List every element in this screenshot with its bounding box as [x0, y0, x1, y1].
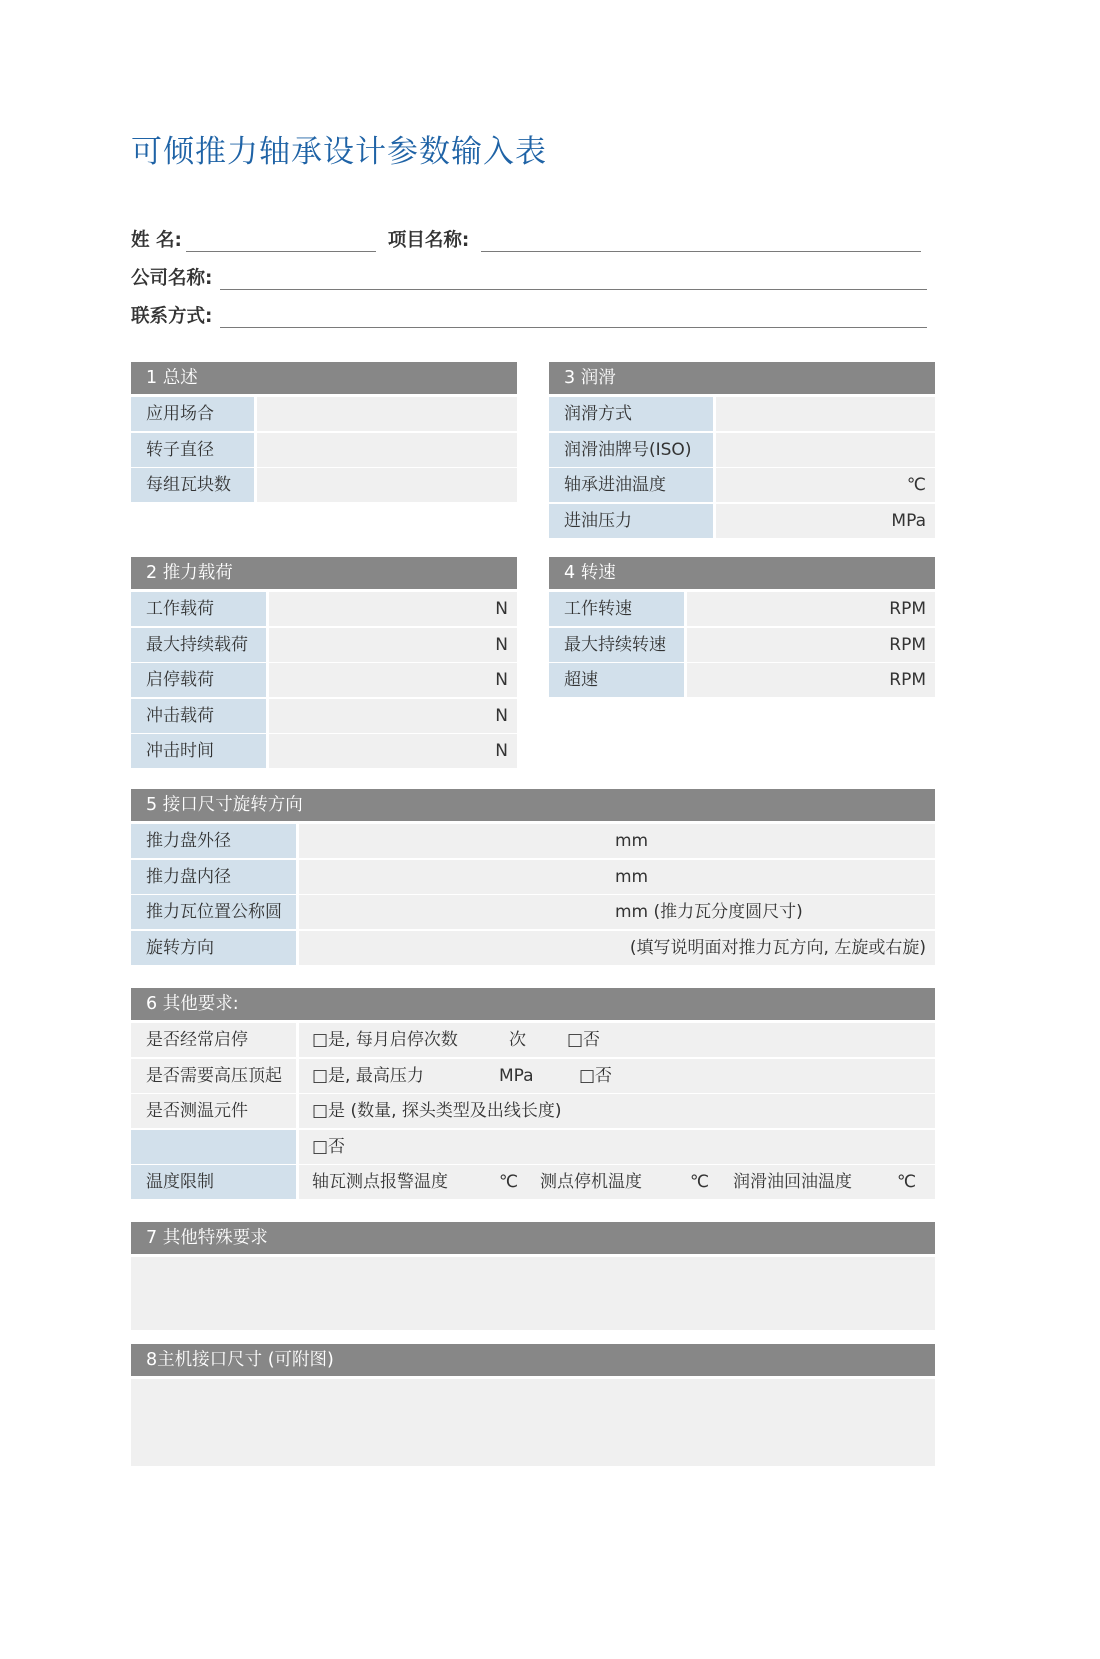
row-value-field[interactable]: N [269, 592, 517, 626]
table-row [131, 1130, 935, 1164]
name-row [131, 226, 921, 252]
row-label: 冲击时间 [131, 734, 269, 768]
project-field[interactable] [481, 230, 921, 252]
table-row [131, 734, 517, 768]
company-field[interactable] [220, 268, 927, 290]
row-label: 最大持续转速 [549, 628, 687, 662]
row-label-empty [131, 1130, 299, 1164]
page-title: 可倾推力轴承设计参数输入表 [131, 134, 547, 170]
table-row [549, 468, 935, 502]
unit-text: ℃ [897, 1172, 917, 1192]
special-requirements-field[interactable] [131, 1257, 935, 1330]
name-label: 姓 名: [131, 230, 182, 251]
table-row [131, 895, 935, 929]
row-value-field [299, 1165, 935, 1199]
row-label: 应用场合 [131, 397, 257, 431]
table-row [549, 504, 935, 538]
row-label: 推力盘内径 [131, 860, 299, 894]
unit-text: ℃ [690, 1172, 710, 1192]
yes-checkbox[interactable]: □是, 最高压力 [312, 1066, 424, 1086]
section-1-header: 1 总述 [131, 362, 517, 394]
row-label: 是否需要高压顶起 [131, 1059, 299, 1093]
table-row [131, 1059, 935, 1093]
table-row [131, 1023, 935, 1057]
row-label: 超速 [549, 663, 687, 697]
stop-temp-label: 测点停机温度 [540, 1172, 642, 1192]
row-label: 冲击载荷 [131, 699, 269, 733]
row-value-field[interactable]: N [269, 663, 517, 697]
row-label: 是否测温元件 [131, 1094, 299, 1128]
section-4-header: 4 转速 [549, 557, 935, 589]
table-row [131, 1165, 935, 1199]
row-value-field[interactable] [257, 468, 517, 502]
table-row [131, 931, 935, 965]
row-value-field[interactable] [257, 433, 517, 467]
section-6-header: 6 其他要求: [131, 988, 935, 1020]
table-row [131, 1094, 935, 1128]
row-label: 是否经常启停 [131, 1023, 299, 1057]
row-value-field[interactable]: RPM [687, 663, 935, 697]
row-value-field[interactable] [299, 824, 935, 858]
table-row [549, 397, 935, 431]
return-oil-temp-label: 润滑油回油温度 [733, 1172, 852, 1192]
table-row [131, 397, 517, 431]
row-value-field[interactable] [716, 397, 935, 431]
table-row [131, 628, 517, 662]
row-label: 推力瓦位置公称圆 [131, 895, 299, 929]
row-label: 工作转速 [549, 592, 687, 626]
table-row [131, 824, 935, 858]
unit-text: mm [615, 867, 649, 887]
row-value-field[interactable] [257, 397, 517, 431]
row-label: 润滑方式 [549, 397, 716, 431]
row-value-field[interactable]: ℃ [716, 468, 935, 502]
table-row [549, 433, 935, 467]
row-value-field[interactable]: N [269, 628, 517, 662]
unit-text: mm (推力瓦分度圆尺寸) [615, 902, 803, 922]
row-label: 每组瓦块数 [131, 468, 257, 502]
table-row [549, 663, 935, 697]
table-row [549, 628, 935, 662]
row-value-field[interactable]: (填写说明面对推力瓦方向, 左旋或右旋) [299, 931, 935, 965]
interface-dimensions-field[interactable] [131, 1379, 935, 1466]
row-label: 进油压力 [549, 504, 716, 538]
project-label: 项目名称: [387, 230, 470, 251]
unit-text: MPa [499, 1066, 534, 1086]
row-label: 工作载荷 [131, 592, 269, 626]
row-value-field[interactable]: RPM [687, 592, 935, 626]
yes-checkbox[interactable]: □是 (数量, 探头类型及出线长度) [312, 1101, 562, 1121]
unit-text: 次 [509, 1030, 526, 1050]
table-row [131, 468, 517, 502]
no-checkbox[interactable]: □否 [579, 1066, 613, 1086]
row-value-field [299, 1130, 935, 1164]
section-7-header: 7 其他特殊要求 [131, 1222, 935, 1254]
row-value-field[interactable] [299, 860, 935, 894]
row-label: 启停载荷 [131, 663, 269, 697]
row-value-field[interactable]: MPa [716, 504, 935, 538]
no-checkbox[interactable]: □否 [567, 1030, 601, 1050]
row-label: 温度限制 [131, 1165, 299, 1199]
row-value-field[interactable]: N [269, 699, 517, 733]
section-3-header: 3 润滑 [549, 362, 935, 394]
yes-checkbox[interactable]: □是, 每月启停次数 [312, 1030, 458, 1050]
row-value-field[interactable] [716, 433, 935, 467]
row-value-field[interactable] [299, 895, 935, 929]
row-value-field [299, 1023, 935, 1057]
unit-text: ℃ [499, 1172, 519, 1192]
table-row [131, 663, 517, 697]
row-label: 润滑油牌号(ISO) [549, 433, 716, 467]
row-value-field[interactable]: RPM [687, 628, 935, 662]
table-row [131, 860, 935, 894]
table-row [131, 699, 517, 733]
row-value-field[interactable]: N [269, 734, 517, 768]
no-checkbox[interactable]: □否 [312, 1137, 346, 1157]
contact-field[interactable] [220, 306, 927, 328]
section-5-header: 5 接口尺寸旋转方向 [131, 789, 935, 821]
row-label: 旋转方向 [131, 931, 299, 965]
row-label: 转子直径 [131, 433, 257, 467]
row-label: 最大持续载荷 [131, 628, 269, 662]
alarm-temp-label: 轴瓦测点报警温度 [312, 1172, 448, 1192]
table-row [131, 592, 517, 626]
row-label: 轴承进油温度 [549, 468, 716, 502]
row-label: 推力盘外径 [131, 824, 299, 858]
row-value-field [299, 1059, 935, 1093]
section-2-header: 2 推力载荷 [131, 557, 517, 589]
name-field[interactable] [186, 230, 376, 252]
row-value-field [299, 1094, 935, 1128]
table-row [131, 433, 517, 467]
company-row [131, 264, 927, 290]
contact-label: 联系方式: [131, 306, 213, 327]
section-8-header: 8主机接口尺寸 (可附图) [131, 1344, 935, 1376]
company-label: 公司名称: [131, 268, 213, 289]
contact-row [131, 302, 927, 328]
table-row [549, 592, 935, 626]
unit-text: mm [615, 831, 649, 851]
